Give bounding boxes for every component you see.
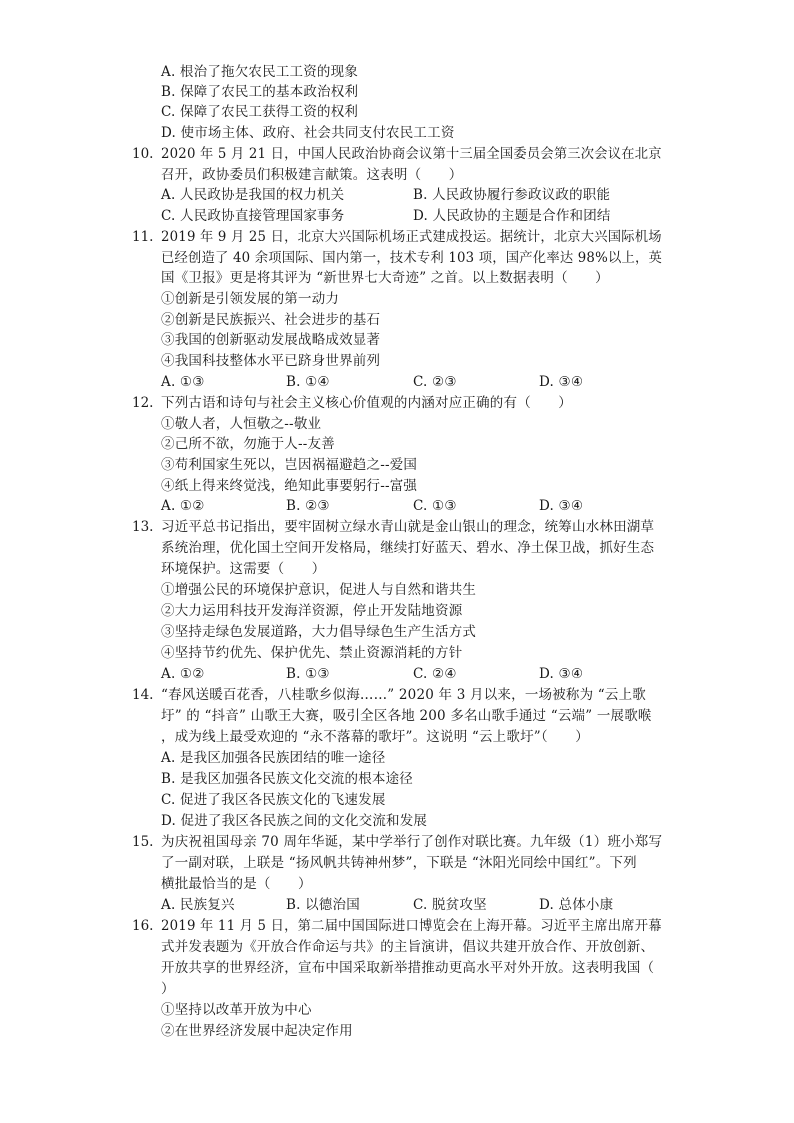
q12-number: 12.	[132, 395, 154, 411]
q13-stem-line: 系统治理，优化国土空间开发格局，继续打好蓝天、碧水、净土保卫战，抓好生态	[161, 540, 655, 556]
q13-stem-line: 环境保护。这需要（ ）	[161, 561, 326, 577]
q16-item-1: ①坚持以改革开放为中心	[161, 1002, 312, 1018]
q11-option-a: A. ①③	[161, 374, 205, 390]
q13-option-b: B. ①③	[286, 666, 330, 682]
q16-item-2: ②在世界经济发展中起决定作用	[161, 1023, 353, 1039]
q15-option-c: C. 脱贫攻坚	[413, 897, 487, 913]
q13-item-4: ④坚持节约优先、保护优先、禁止资源消耗的方针	[161, 645, 463, 661]
q10-option-d: D. 人民政协的主题是合作和团结	[413, 208, 611, 224]
q13-item-3: ③坚持走绿色发展道路，大力倡导绿色生产生活方式	[161, 624, 477, 640]
q13-option-a: A. ①②	[161, 666, 205, 682]
q11-option-b: B. ①④	[286, 374, 330, 390]
q10-stem-line: 2020 年 5 月 21 日，中国人民政治协商会议第十三届全国委员会第三次会议在北京	[161, 146, 662, 162]
q12-item-2: ②己所不欲，勿施于人--友善	[161, 436, 335, 452]
q14-option-d: D. 促进了我区各民族之间的文化交流和发展	[161, 813, 428, 829]
q14-stem-line: ，成为线上最受欢迎的 “永不落幕的歌圩”。这说明 “云上歌圩”（ ）	[161, 729, 589, 745]
q14-option-b: B. 是我区加强各民族文化交流的根本途径	[161, 771, 414, 787]
q15-option-d: D. 总体小康	[539, 897, 614, 913]
q9-option-d: D. 使市场主体、政府、社会共同支付农民工工资	[161, 125, 455, 141]
q13-option-c: C. ②④	[413, 666, 457, 682]
q11-stem-line: 已经创造了 40 余项国际、国内第一，技术专利 103 项，国产化率达 98%以上，英	[161, 250, 663, 266]
q9-option-c: C. 保障了农民工获得工资的权利	[161, 104, 359, 120]
q13-item-1: ①增强公民的环境保护意识，促进人与自然和谐共生	[161, 582, 477, 598]
q12-stem-line: 下列古语和诗句与社会主义核心价值观的内涵对应正确的有（ ）	[161, 395, 572, 411]
q10-option-a: A. 人民政协是我国的权力机关	[161, 187, 345, 203]
q16-number: 16.	[132, 918, 154, 934]
q14-number: 14.	[132, 687, 154, 703]
q9-option-b: B. 保障了农民工的基本政治权利	[161, 84, 359, 100]
q11-option-d: D. ③④	[539, 374, 584, 390]
q16-stem-line: 2019 年 11 月 5 日，第二届中国国际进口博览会在上海开幕。习近平主席出席开幕	[161, 918, 662, 934]
q16-stem-line: 开放共享的世界经济，宣布中国采取新举措推动更高水平对外开放。这表明我国（	[161, 960, 655, 976]
q12-option-a: A. ①②	[161, 498, 205, 514]
q11-stem-line: 2019 年 9 月 25 日，北京大兴国际机场正式建成投运。据统计，北京大兴国际机场	[161, 229, 662, 245]
q10-option-c: C. 人民政协直接管理国家事务	[161, 208, 345, 224]
q10-stem-line: 召开，政协委员们积极建言献策。这表明（ ）	[161, 167, 463, 183]
q13-option-d: D. ③④	[539, 666, 584, 682]
q13-item-2: ②大力运用科技开发海洋资源，停止开发陆地资源	[161, 603, 463, 619]
q13-stem-line: 习近平总书记指出，要牢固树立绿水青山就是金山银山的理念，统筹山水林田湖草	[161, 519, 655, 535]
q15-stem-line: 了一副对联，上联是 “扬风帆共铸神州梦”，下联是 “沐阳光同绘中国红”。下列	[161, 855, 637, 871]
q13-number: 13.	[132, 519, 154, 535]
q11-item-1: ①创新是引领发展的第一动力	[161, 291, 340, 307]
q12-item-4: ④纸上得来终觉浅，绝知此事要躬行--富强	[161, 478, 418, 494]
q14-option-c: C. 促进了我区各民族文化的飞速发展	[161, 792, 386, 808]
q12-item-3: ③苟利国家生死以，岂因祸福避趋之--爱国	[161, 457, 418, 473]
q11-item-2: ②创新是民族振兴、社会进步的基石	[161, 312, 381, 328]
q15-stem-line: 横批最恰当的是（ ）	[161, 876, 312, 892]
q15-stem-line: 为庆祝祖国母亲 70 周年华诞，某中学举行了创作对联比赛。九年级（1）班小郑写	[161, 834, 663, 850]
q16-stem-line: ）	[161, 981, 175, 997]
q11-item-4: ④我国科技整体水平已跻身世界前列	[161, 353, 381, 369]
q11-item-3: ③我国的创新驱动发展战略成效显著	[161, 332, 381, 348]
q9-option-a: A. 根治了拖欠农民工工资的现象	[161, 64, 359, 80]
q16-stem-line: 式并发表题为《开放合作命运与共》的主旨演讲，倡议共建开放合作、开放创新、	[161, 939, 655, 955]
q15-option-b: B. 以德治国	[286, 897, 360, 913]
q11-option-c: C. ②③	[413, 374, 457, 390]
q14-option-a: A. 是我区加强各民族团结的唯一途径	[161, 750, 386, 766]
q12-option-b: B. ②③	[286, 498, 330, 514]
q14-stem-line: “春风送暖百花香，八桂歌乡似海……” 2020 年 3 月以来，一场被称为 “云上歌	[161, 687, 647, 703]
q10-number: 10.	[132, 146, 154, 162]
q12-option-d: D. ③④	[539, 498, 584, 514]
q12-item-1: ①敬人者，人恒敬之--敬业	[161, 416, 322, 432]
q14-stem-line: 圩” 的 “抖音” 山歌王大赛，吸引全区各地 200 多名山歌手通过 “云端” 一展歌喉	[161, 708, 652, 724]
q11-stem-line: 国《卫报》更是将其评为 “新世界七大奇迹” 之首。以上数据表明（ ）	[161, 270, 609, 286]
q10-option-b: B. 人民政协履行参政议政的职能	[413, 187, 611, 203]
q11-number: 11.	[132, 229, 154, 245]
q15-number: 15.	[132, 834, 154, 850]
q12-option-c: C. ①③	[413, 498, 457, 514]
q15-option-a: A. 民族复兴	[161, 897, 235, 913]
